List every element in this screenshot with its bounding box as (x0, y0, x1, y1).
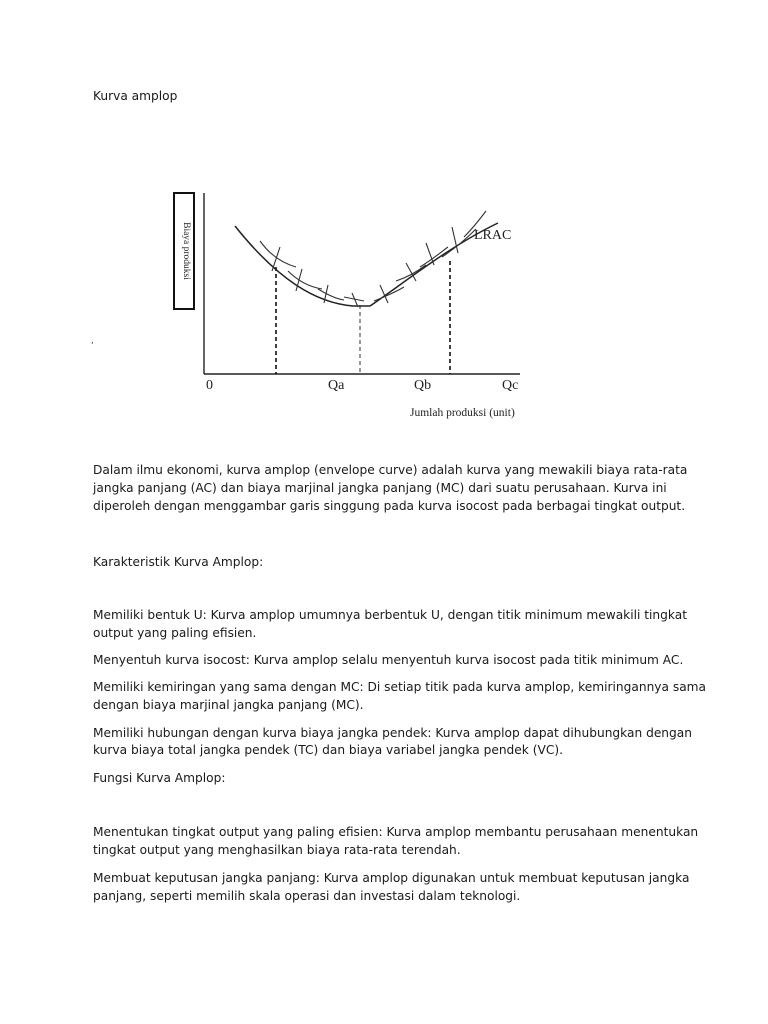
origin-label: 0 (206, 378, 213, 393)
y-axis-label: Biaya produksi (181, 222, 191, 280)
tick-label-qa: Qa (328, 378, 345, 393)
curve-label-lrac: LRAC (474, 228, 512, 243)
characteristic-1-line-1: Memiliki bentuk U: Kurva amplop umumnya berbentuk U, dengan titik minimum mewakili tingkat (93, 608, 687, 622)
function-1-line-2: tingkat output yang menghasilkan biaya rata-rata terendah. (93, 843, 461, 857)
intro-line-2: jangka panjang (AC) dan biaya marjinal jangka panjang (MC) dari suatu perusahaan. Kurva ini (93, 481, 667, 495)
tick-label-qb: Qb (414, 378, 432, 393)
stray-mark: , (91, 336, 94, 346)
short-run-tangent-marks (260, 211, 486, 307)
functions-heading: Fungsi Kurva Amplop: (93, 771, 226, 785)
characteristic-2-line-1: Menyentuh kurva isocost: Kurva amplop selalu menyentuh kurva isocost pada titik minimum AC. (93, 653, 684, 667)
x-axis-label: Jumlah produksi (unit) (410, 407, 515, 419)
page-title: Kurva amplop (93, 89, 178, 103)
function-2-line-1: Membuat keputusan jangka panjang: Kurva amplop digunakan untuk membuat keputusan jangka (93, 871, 690, 885)
intro-line-1: Dalam ilmu ekonomi, kurva amplop (envelope curve) adalah kurva yang mewakili biaya rata-rata (93, 463, 688, 477)
envelope-curve-figure (168, 185, 568, 435)
function-1-line-1: Menentukan tingkat output yang paling efisien: Kurva amplop membantu perusahaan menentukan (93, 825, 699, 839)
intro-line-3: diperoleh dengan menggambar garis singgung pada kurva isocost pada berbagai tingkat output. (93, 499, 686, 513)
characteristic-3-line-2: dengan biaya marjinal jangka panjang (MC). (93, 698, 364, 712)
function-2-line-2: panjang, seperti memilih skala operasi dan investasi dalam teknologi. (93, 889, 521, 903)
characteristics-heading: Karakteristik Kurva Amplop: (93, 555, 264, 569)
characteristic-1-line-2: output yang paling efisien. (93, 626, 257, 640)
characteristic-4-line-1: Memiliki hubungan dengan kurva biaya jangka pendek: Kurva amplop dapat dihubungkan dengan (93, 726, 692, 740)
characteristic-4-line-2: kurva biaya total jangka pendek (TC) dan biaya variabel jangka pendek (VC). (93, 743, 563, 757)
characteristic-3-line-1: Memiliki kemiringan yang sama dengan MC: Di setiap titik pada kurva amplop, kemiringannya sama (93, 680, 707, 694)
tick-label-qc: Qc (502, 378, 519, 393)
